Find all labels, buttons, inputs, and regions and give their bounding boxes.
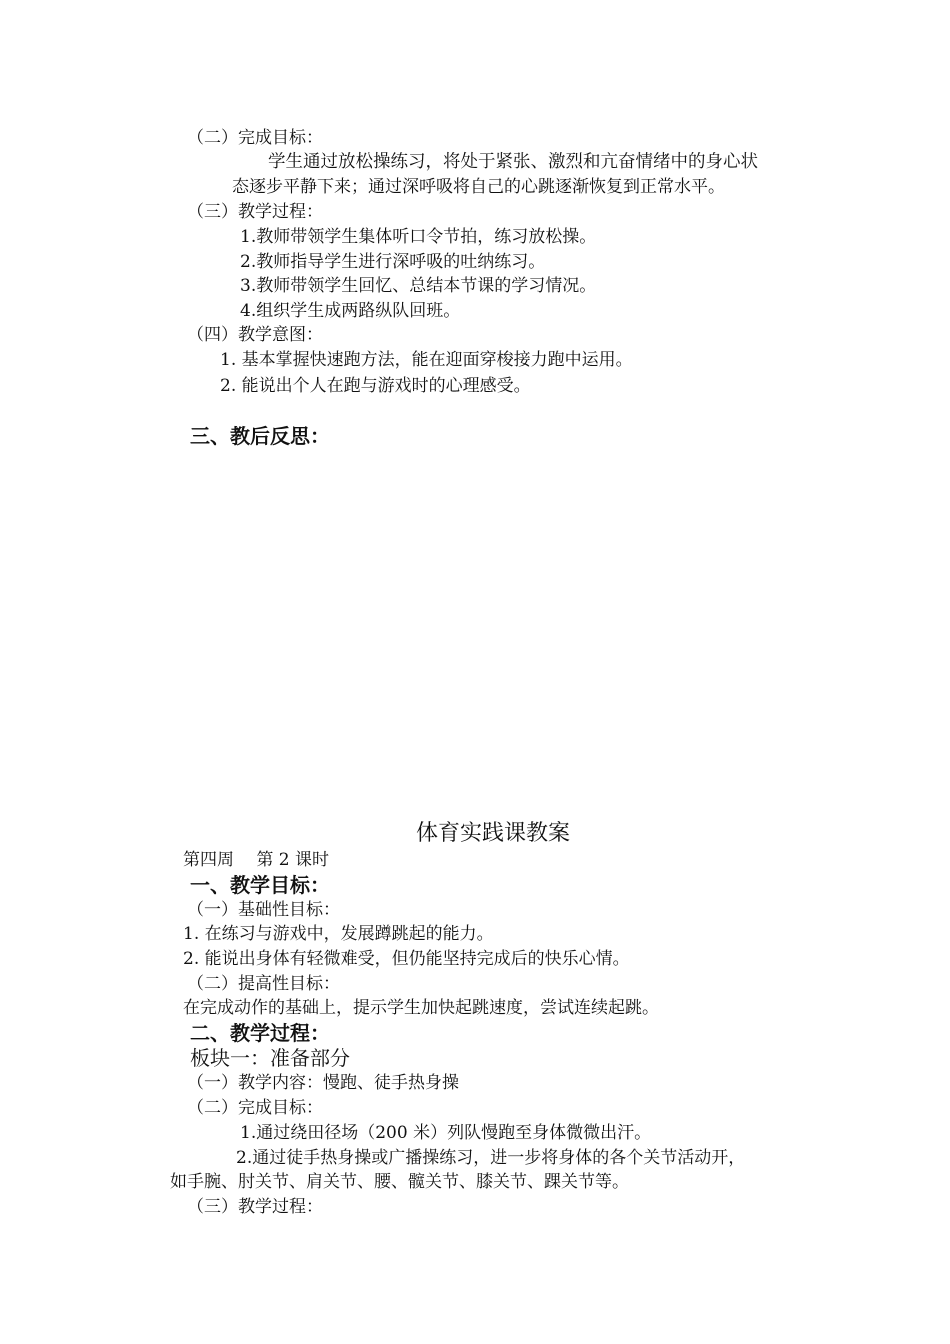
paragraph-line: 态逐步平静下来；通过深呼吸将自己的心跳逐渐恢复到正常水平。 [232, 177, 725, 197]
section-heading-teaching-process: （三）教学过程： [187, 202, 323, 222]
sub-heading-basic-goals: （一）基础性目标： [187, 900, 340, 920]
list-item: 2. 能说出身体有轻微难受，但仍能坚持完成后的快乐心情。 [183, 949, 630, 969]
section-heading-process: 二、教学过程： [190, 1021, 330, 1045]
paragraph-line: 学生通过放松操练习，将处于紧张、激烈和亢奋情绪中的身心状 [268, 152, 758, 172]
section-heading-teaching-intent: （四）教学意图： [187, 325, 323, 345]
section-heading-completion-goals: （二）完成目标： [187, 128, 323, 148]
section-heading-objectives: 一、教学目标： [190, 873, 330, 897]
sub-heading-completion-goals: （二）完成目标： [187, 1098, 323, 1118]
list-item: 1.教师带领学生集体听口令节拍，练习放松操。 [240, 227, 597, 247]
list-item: 3.教师带领学生回忆、总结本节课的学习情况。 [240, 276, 597, 296]
paragraph-line: 在完成动作的基础上，提示学生加快起跳速度，尝试连续起跳。 [183, 998, 659, 1018]
list-item: 1. 基本掌握快速跑方法，能在迎面穿梭接力跑中运用。 [220, 350, 633, 370]
sub-heading-teaching-process: （三）教学过程： [187, 1197, 323, 1217]
block-heading: 板块一：准备部分 [190, 1046, 350, 1070]
paragraph-line: 如手腕、肘关节、肩关节、腰、髋关节、膝关节、踝关节等。 [170, 1172, 629, 1192]
sub-heading-advanced-goals: （二）提高性目标： [187, 974, 340, 994]
list-item: 1. 在练习与游戏中，发展蹲跳起的能力。 [183, 924, 494, 944]
list-item: 4.组织学生成两路纵队回班。 [240, 301, 461, 321]
teaching-content-line: （一）教学内容：慢跑、徒手热身操 [187, 1073, 459, 1093]
page-title: 体育实践课教案 [416, 821, 571, 846]
section-heading-reflection: 三、教后反思： [190, 424, 330, 448]
week-lesson-line: 第四周 第 2 课时 [183, 850, 330, 870]
list-item: 2.教师指导学生进行深呼吸的吐纳练习。 [240, 252, 546, 272]
list-item: 1.通过绕田径场（200 米）列队慢跑至身体微微出汗。 [240, 1123, 652, 1143]
list-item: 2.通过徒手热身操或广播操练习，进一步将身体的各个关节活动开， [236, 1148, 746, 1168]
list-item: 2. 能说出个人在跑与游戏时的心理感受。 [220, 376, 531, 396]
